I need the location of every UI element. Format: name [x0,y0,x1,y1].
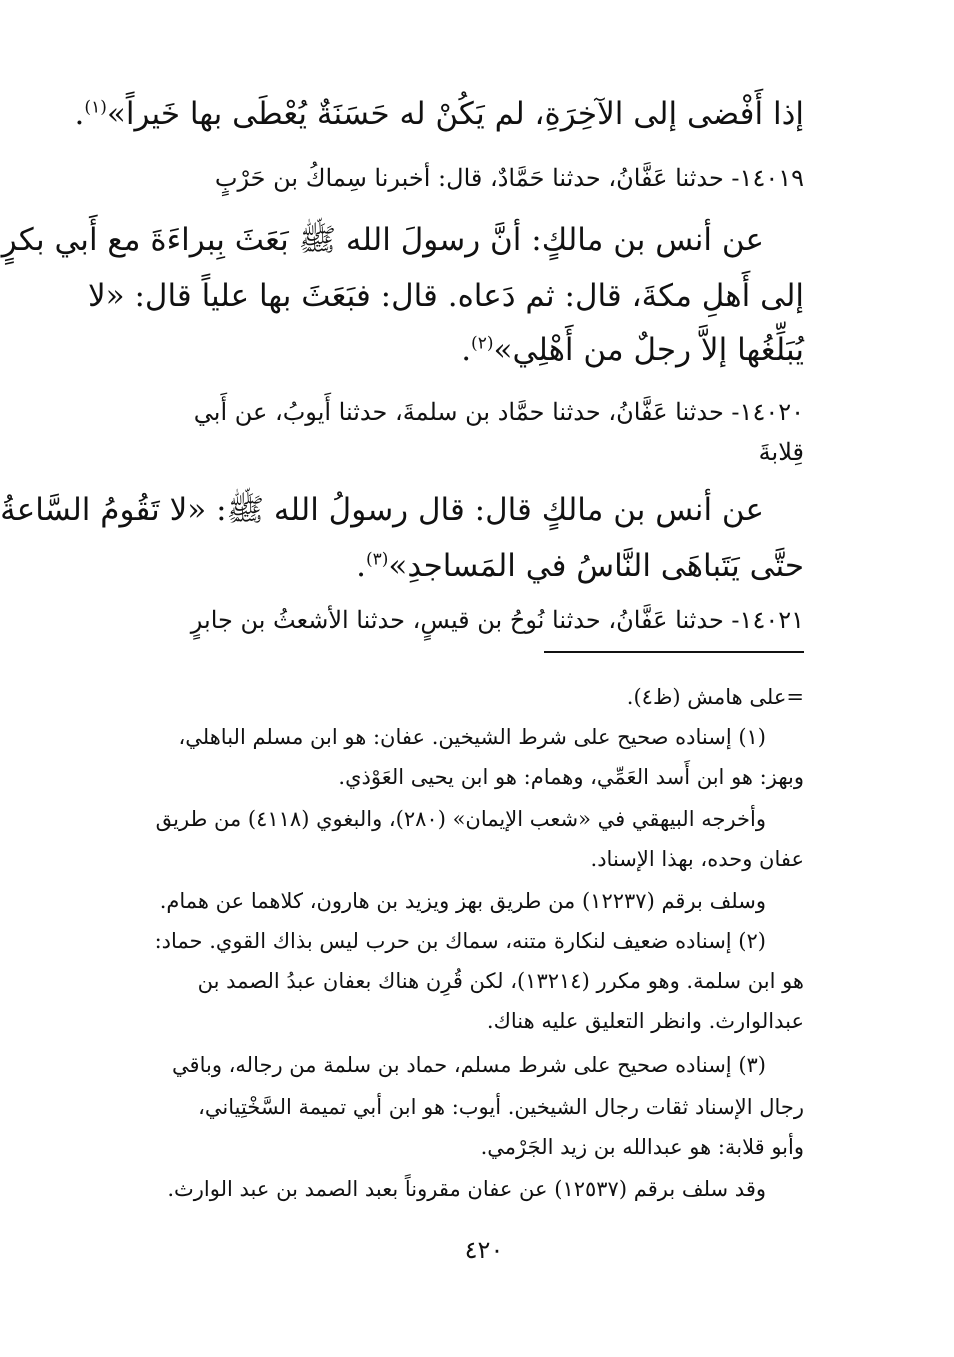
main-line-5: يُبَلِّغُها إلاَّ رجلٌ من أَهْلِي»$^{(٢)}$. [461,332,804,368]
footnote-line-10: (٣) إسناده صحيح على شرط مسلم، حماد بن سلمة من رجاله، وباقي [172,1053,766,1077]
footnote-mark-1: (١) [84,97,107,118]
hadith-14020-header-cont: قِلابةَ [758,438,804,466]
footnote-separator [544,651,804,653]
footnote-line-3: وبهز: هو ابن أَسد العَمِّي، وهمام: هو ابن يحيى العَوْذي. [338,765,804,789]
footnote-mark-2: (٢) [471,333,494,354]
main-line-8: عن أنس بن مالكٍ قال: قال رسولُ الله ﷺ: «لا تَقُومُ السَّاعةُ [0,492,764,528]
main-line-1: إذا أَفْضى إلى الآخِرَةِ، لم يَكُنْ له حَسَنَةٌ يُعْطَى بها خَيراً»$^{(١)}$. [74,96,804,132]
main-line-9: حتَّى يَتَباهَى النَّاسُ في المَساجدِ»$^{(٣)}$. [356,548,804,584]
main-line-3: عن أنس بن مالكٍ: أنَّ رسولَ الله ﷺ بَعَثَ بِبراءَةَ مع أَبي بكرٍ [1,222,764,258]
footnote-line-9: عبدالوارث. وانظر التعليق عليه هناك. [486,1009,804,1033]
footnote-line-1: =على هامش (ظ٤). [626,685,804,709]
footnote-line-4: وأخرجه البيهقي في «شعب الإيمان» (٢٨٠)، والبغوي (٤١١٨) من طريق [155,807,766,831]
hadith-14020-header: ١٤٠٢٠- حدثنا عَفَّانُ، حدثنا حمَّاد بن سلمةَ، حدثنا أَيوبُ، عن أَبي [193,398,804,426]
footnote-line-6: وسلف برقم (١٢٢٣٧) من طريق بهز ويزيد بن هارون، كلاهما عن همام. [159,889,766,913]
page-number: ٤٢٠ [464,1236,504,1264]
hadith-14021-header: ١٤٠٢١- حدثنا عَفَّانُ، حدثنا نُوحُ بن قيسٍ، حدثنا الأشعثُ بن جابرٍ [190,606,804,634]
footnote-line-13: وقد سلف برقم (١٢٥٣٧) عن عفان مقروناً بعبد الصمد بن عبد الوارث. [167,1177,766,1201]
footnote-line-7: (٢) إسناده ضعيف لنكارة متنه، سماك بن حرب ليس بذاك القوي. حماد: [154,929,766,953]
footnote-line-2: (١) إسناده صحيح على شرط الشيخين. عفان: هو ابن مسلم الباهلي، [178,725,766,749]
footnote-line-8: هو ابن سلمة. وهو مكرر (١٣٢١٤)، لكن قُرِن هناك بعفان عبدُ الصمد بن [197,969,804,993]
hadith-14019-header: ١٤٠١٩- حدثنا عَفَّانُ، حدثنا حَمَّادٌ، قال: أخبرنا سِماكُ بن حَرْبٍ [214,164,804,192]
footnote-line-11: رجال الإسناد ثقات رجال الشيخين. أيوب: هو ابن أبي تميمة السَّخْتِياني، [198,1095,804,1119]
footnote-line-5: عفان وحده، بهذا الإسناد. [590,847,804,871]
main-line-4: إلى أَهلِ مكةَ، قال: ثم دَعاه. قال: فبَعَثَ بها علياً قال: «لا [87,278,804,314]
footnote-line-12: وأبو قلابة: هو عبدالله بن زيد الجَرْمي. [480,1135,804,1159]
footnote-mark-3: (٣) [365,549,389,570]
